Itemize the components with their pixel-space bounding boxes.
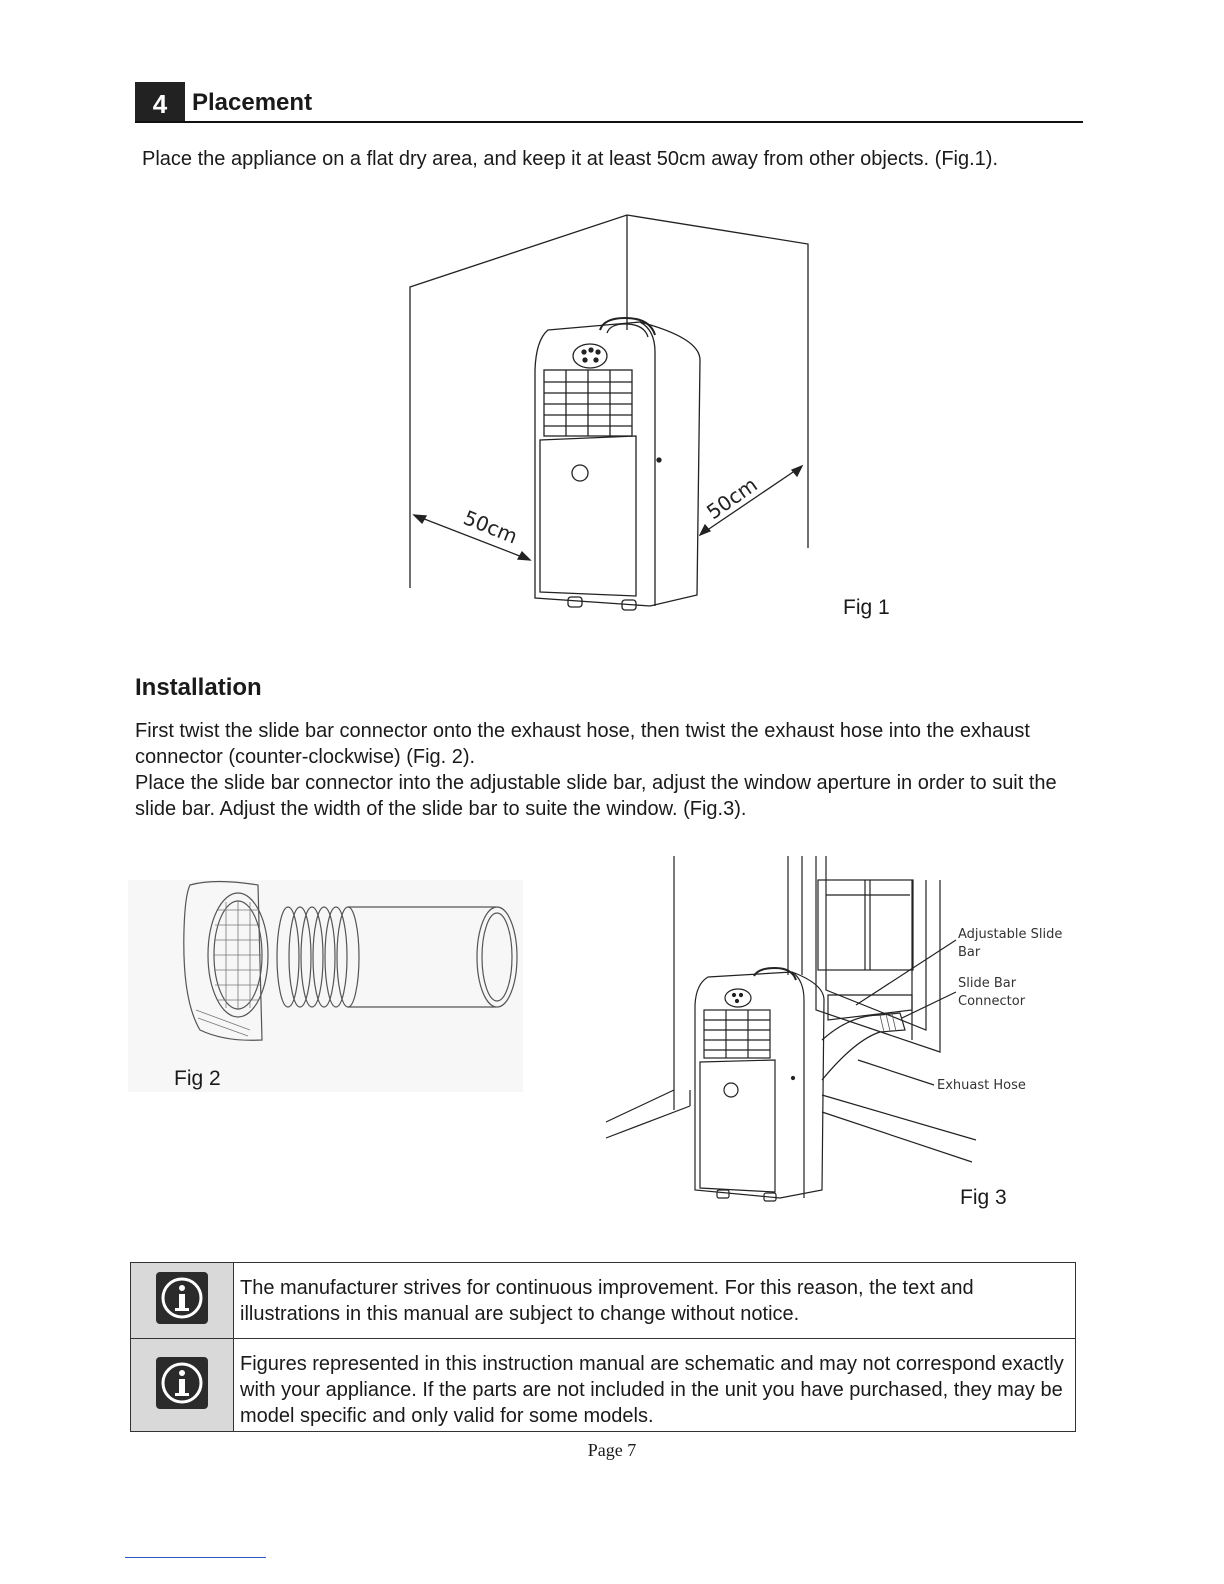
info-icon (156, 1357, 208, 1409)
section-number-badge: 4 (135, 82, 185, 122)
callout-exhaust-hose: Exhuast Hose (937, 1078, 1026, 1093)
note-icon-cell (131, 1339, 234, 1432)
fig3-label: Fig 3 (960, 1186, 1007, 1209)
fig1-illustration (395, 205, 825, 625)
page-number: Page 7 (587, 1440, 637, 1460)
callout-adjustable-slide-bar-line1: Adjustable Slide (958, 927, 1063, 942)
section-title: Placement (192, 89, 313, 116)
note-icon-cell (131, 1263, 234, 1339)
callout-adjustable-slide-bar-line2: Bar (958, 945, 981, 960)
fig1-label: Fig 1 (843, 596, 890, 619)
fig2-illustration (128, 880, 523, 1092)
callout-slide-bar-connector-line2: Connector (958, 994, 1026, 1009)
note-row (131, 1339, 1076, 1432)
fig3-illustration (600, 852, 1070, 1212)
note-row (131, 1263, 1076, 1339)
notes-table (130, 1262, 1076, 1432)
callout-slide-bar-connector (958, 975, 1025, 1011)
info-icon (156, 1272, 208, 1324)
placement-paragraph: Place the appliance on a flat dry area, and keep it at least 50cm away from other objects. (Fig.1). (142, 148, 999, 170)
section-divider (135, 121, 1083, 123)
callout-adjustable-slide-bar (958, 926, 1062, 962)
fig1-dimension-left: 50cm (460, 505, 521, 549)
installation-heading: Installation (135, 674, 262, 701)
callout-slide-bar-connector-line1: Slide Bar (958, 976, 1017, 991)
installation-text (135, 718, 1095, 822)
note-text: The manufacturer strives for continuous improvement. For this reason, the text and illustrations in this manual are subject to change without notice. (234, 1263, 1076, 1339)
note-text: Figures represented in this instruction manual are schematic and may not correspond exactly with your appliance. If the parts are not included in the unit you have purchased, they may be model specific and only valid for some models. (234, 1339, 1076, 1432)
fig1-dimension-right: 50cm (702, 472, 762, 525)
installation-paragraph-2: Place the slide bar connector into the adjustable slide bar, adjust the window aperture in order to suit the slide bar. Adjust the width of the slide bar to suite the window. (Fig.3). (135, 772, 1057, 820)
installation-paragraph-1: First twist the slide bar connector onto the exhaust hose, then twist the exhaust hose into the exhaust connector (counter-clockwise) (Fig. 2). (135, 720, 1030, 768)
footer-link-underline[interactable] (125, 1557, 266, 1558)
fig2-label: Fig 2 (174, 1067, 221, 1090)
